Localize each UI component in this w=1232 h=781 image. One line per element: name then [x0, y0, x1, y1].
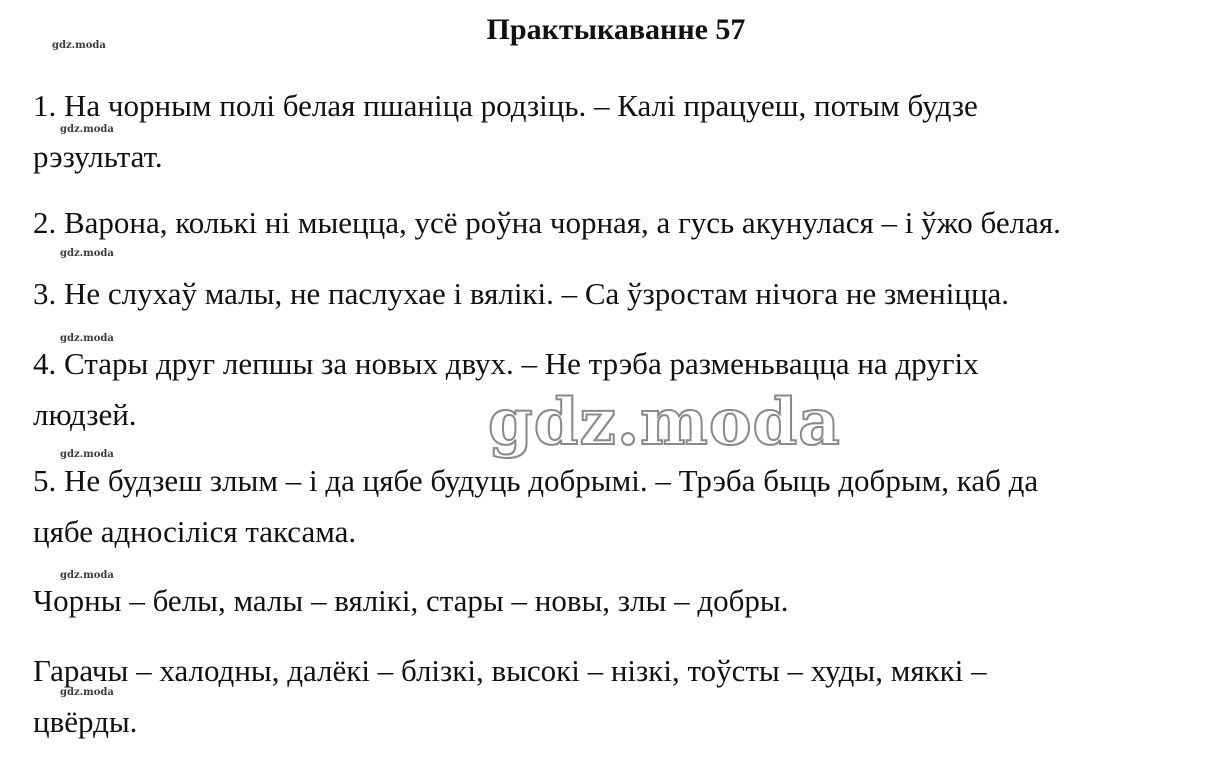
paragraph-1-line-2: рэзультат. — [33, 139, 163, 174]
paragraph-1-line-1: 1. На чорным полі белая пшаніца родзіць. – Калі працуеш, потым будзе — [33, 88, 978, 123]
paragraph-2 — [33, 197, 1213, 248]
paragraph-5-line-2: цябе адносіліся таксама. — [33, 514, 357, 549]
antonyms-line-1 — [33, 575, 1213, 626]
watermark-small-3: gdz.moda — [60, 248, 114, 259]
watermark-small-4: gdz.moda — [60, 333, 114, 344]
watermark-small-6: gdz.moda — [60, 570, 114, 581]
watermark-large: gdz.moda — [488, 385, 841, 460]
antonyms-2-line-2: цвёрды. — [33, 704, 138, 739]
watermark-small-7: gdz.moda — [60, 687, 114, 698]
paragraph-2-line-1: 2. Варона, колькі ні мыецца, усё роўна чорная, а гусь акунулася – і ўжо белая. — [33, 205, 1061, 240]
antonyms-2-line-1: Гарачы – халодны, далёкі – блізкі, высокі – нізкі, тоўсты – худы, мяккі – — [33, 653, 987, 688]
paragraph-4-line-2: людзей. — [33, 397, 137, 432]
watermark-small-5: gdz.moda — [60, 449, 114, 460]
paragraph-5 — [33, 455, 1213, 557]
paragraph-5-line-1: 5. Не будзеш злым – і да цябе будуць добрымі. – Трэба быць добрым, каб да — [33, 463, 1039, 498]
paragraph-4-line-1: 4. Стары друг лепшы за новых двух. – Не трэба разменьвацца на другіх — [33, 346, 979, 381]
paragraph-1 — [33, 80, 1213, 182]
page-title: Практыкаванне 57 — [486, 13, 746, 46]
paragraph-3-line-1: 3. Не слухаў малы, не паслухае і вялікі. – Са ўзростам нічога не зменіцца. — [33, 276, 1010, 311]
watermark-small-2: gdz.moda — [60, 124, 114, 135]
watermark-small-1: gdz.moda — [52, 40, 106, 51]
paragraph-3 — [33, 268, 1213, 319]
antonyms-1-text: Чорны – белы, малы – вялікі, стары – новы, злы – добры. — [33, 583, 789, 618]
antonyms-line-2 — [33, 645, 1213, 747]
